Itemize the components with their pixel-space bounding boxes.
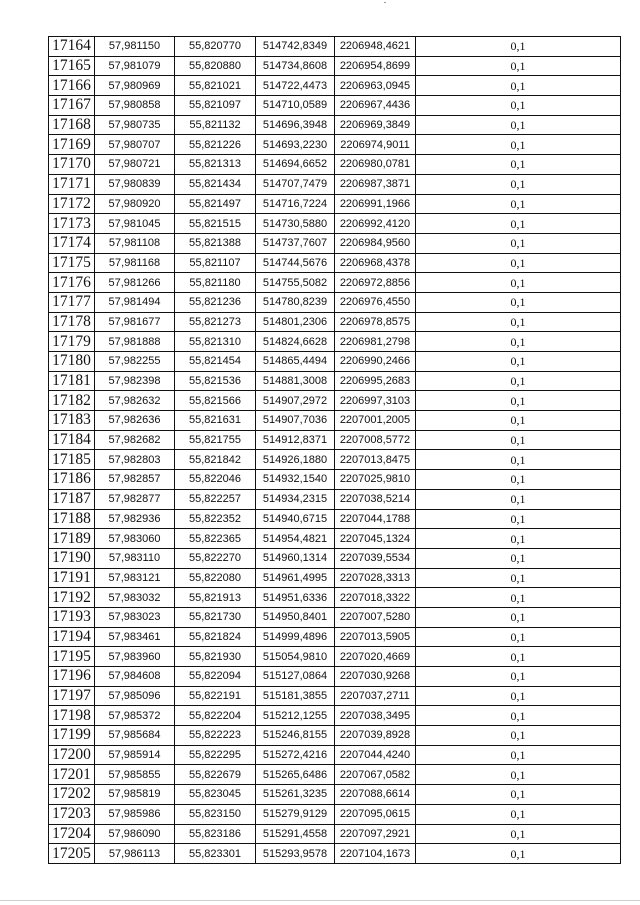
longitude-cell: 55,822223	[175, 726, 256, 746]
accuracy-cell: 0,1	[416, 450, 621, 470]
point-number: 17202	[49, 785, 95, 805]
accuracy-cell: 0,1	[416, 174, 621, 194]
latitude-cell: 57,985855	[95, 765, 175, 785]
table-row	[49, 96, 621, 116]
table-row	[49, 686, 621, 706]
x-coordinate-cell: 514961,4995	[256, 568, 335, 588]
longitude-cell: 55,821824	[175, 627, 256, 647]
x-coordinate-cell: 514737,7607	[256, 233, 335, 253]
y-coordinate-cell: 2207007,5280	[335, 607, 416, 627]
table-row	[49, 194, 621, 214]
longitude-cell: 55,821388	[175, 233, 256, 253]
point-number: 17182	[49, 391, 95, 411]
y-coordinate-cell: 2206991,1966	[335, 194, 416, 214]
y-coordinate-cell: 2206954,8699	[335, 56, 416, 76]
longitude-cell: 55,820770	[175, 37, 256, 57]
point-number: 17195	[49, 647, 95, 667]
latitude-cell: 57,983960	[95, 647, 175, 667]
x-coordinate-cell: 514734,8608	[256, 56, 335, 76]
longitude-cell: 55,822094	[175, 667, 256, 687]
table-row	[49, 489, 621, 509]
table-row	[49, 371, 621, 391]
table-row	[49, 548, 621, 568]
x-coordinate-cell: 515293,9578	[256, 844, 335, 864]
point-number: 17169	[49, 135, 95, 155]
point-number: 17191	[49, 568, 95, 588]
accuracy-cell: 0,1	[416, 706, 621, 726]
table-row	[49, 233, 621, 253]
y-coordinate-cell: 2206990,2466	[335, 352, 416, 372]
point-number: 17176	[49, 273, 95, 293]
accuracy-cell: 0,1	[416, 430, 621, 450]
point-number: 17189	[49, 529, 95, 549]
table-row	[49, 785, 621, 805]
x-coordinate-cell: 514722,4473	[256, 76, 335, 96]
x-coordinate-cell: 514707,7479	[256, 174, 335, 194]
longitude-cell: 55,822191	[175, 686, 256, 706]
latitude-cell: 57,985986	[95, 804, 175, 824]
y-coordinate-cell: 2207038,3495	[335, 706, 416, 726]
longitude-cell: 55,821566	[175, 391, 256, 411]
accuracy-cell: 0,1	[416, 391, 621, 411]
accuracy-cell: 0,1	[416, 588, 621, 608]
accuracy-cell: 0,1	[416, 745, 621, 765]
longitude-cell: 55,821226	[175, 135, 256, 155]
y-coordinate-cell: 2207028,3313	[335, 568, 416, 588]
point-number: 17205	[49, 844, 95, 864]
table-row	[49, 450, 621, 470]
point-number: 17165	[49, 56, 95, 76]
x-coordinate-cell: 514744,5676	[256, 253, 335, 273]
y-coordinate-cell: 2207018,3322	[335, 588, 416, 608]
table-row	[49, 56, 621, 76]
point-number: 17177	[49, 292, 95, 312]
table-row	[49, 332, 621, 352]
point-number: 17180	[49, 352, 95, 372]
y-coordinate-cell: 2207001,2005	[335, 411, 416, 431]
longitude-cell: 55,820880	[175, 56, 256, 76]
longitude-cell: 55,822365	[175, 529, 256, 549]
accuracy-cell: 0,1	[416, 647, 621, 667]
table-row	[49, 667, 621, 687]
latitude-cell: 57,981108	[95, 233, 175, 253]
latitude-cell: 57,982682	[95, 430, 175, 450]
y-coordinate-cell: 2207013,5905	[335, 627, 416, 647]
accuracy-cell: 0,1	[416, 509, 621, 529]
point-number: 17192	[49, 588, 95, 608]
point-number: 17174	[49, 233, 95, 253]
longitude-cell: 55,821273	[175, 312, 256, 332]
y-coordinate-cell: 2206997,3103	[335, 391, 416, 411]
accuracy-cell: 0,1	[416, 489, 621, 509]
accuracy-cell: 0,1	[416, 371, 621, 391]
accuracy-cell: 0,1	[416, 76, 621, 96]
accuracy-cell: 0,1	[416, 96, 621, 116]
x-coordinate-cell: 515272,4216	[256, 745, 335, 765]
x-coordinate-cell: 514934,2315	[256, 489, 335, 509]
x-coordinate-cell: 514950,8401	[256, 607, 335, 627]
page-bottom-edge	[0, 900, 640, 901]
table-row	[49, 804, 621, 824]
accuracy-cell: 0,1	[416, 37, 621, 57]
x-coordinate-cell: 515181,3855	[256, 686, 335, 706]
accuracy-cell: 0,1	[416, 726, 621, 746]
y-coordinate-cell: 2207013,8475	[335, 450, 416, 470]
point-number: 17190	[49, 548, 95, 568]
latitude-cell: 57,981494	[95, 292, 175, 312]
table-row	[49, 745, 621, 765]
latitude-cell: 57,981079	[95, 56, 175, 76]
x-coordinate-cell: 514926,1880	[256, 450, 335, 470]
longitude-cell: 55,823301	[175, 844, 256, 864]
accuracy-cell: 0,1	[416, 824, 621, 844]
x-coordinate-cell: 514716,7224	[256, 194, 335, 214]
x-coordinate-cell: 514710,0589	[256, 96, 335, 116]
point-number: 17200	[49, 745, 95, 765]
x-coordinate-cell: 514912,8371	[256, 430, 335, 450]
coordinate-table	[48, 36, 621, 864]
latitude-cell: 57,980969	[95, 76, 175, 96]
point-number: 17193	[49, 607, 95, 627]
accuracy-cell: 0,1	[416, 765, 621, 785]
y-coordinate-cell: 2207044,4240	[335, 745, 416, 765]
x-coordinate-cell: 514932,1540	[256, 470, 335, 490]
latitude-cell: 57,983110	[95, 548, 175, 568]
table-row	[49, 214, 621, 234]
latitude-cell: 57,980920	[95, 194, 175, 214]
longitude-cell: 55,821236	[175, 292, 256, 312]
y-coordinate-cell: 2207045,1324	[335, 529, 416, 549]
longitude-cell: 55,823186	[175, 824, 256, 844]
point-number: 17184	[49, 430, 95, 450]
longitude-cell: 55,821313	[175, 155, 256, 175]
point-number: 17203	[49, 804, 95, 824]
y-coordinate-cell: 2207020,4669	[335, 647, 416, 667]
y-coordinate-cell: 2206976,4550	[335, 292, 416, 312]
y-coordinate-cell: 2207095,0615	[335, 804, 416, 824]
x-coordinate-cell: 515054,9810	[256, 647, 335, 667]
latitude-cell: 57,985819	[95, 785, 175, 805]
y-coordinate-cell: 2207025,9810	[335, 470, 416, 490]
table-row	[49, 37, 621, 57]
table-row	[49, 607, 621, 627]
latitude-cell: 57,982877	[95, 489, 175, 509]
table-row	[49, 352, 621, 372]
table-row	[49, 135, 621, 155]
accuracy-cell: 0,1	[416, 332, 621, 352]
longitude-cell: 55,822270	[175, 548, 256, 568]
latitude-cell: 57,983032	[95, 588, 175, 608]
table-row	[49, 627, 621, 647]
latitude-cell: 57,983060	[95, 529, 175, 549]
table-row	[49, 411, 621, 431]
longitude-cell: 55,822080	[175, 568, 256, 588]
x-coordinate-cell: 515246,8155	[256, 726, 335, 746]
longitude-cell: 55,822046	[175, 470, 256, 490]
y-coordinate-cell: 2206978,8575	[335, 312, 416, 332]
table-row	[49, 115, 621, 135]
x-coordinate-cell: 514881,3008	[256, 371, 335, 391]
table-row	[49, 391, 621, 411]
y-coordinate-cell: 2207088,6614	[335, 785, 416, 805]
latitude-cell: 57,981045	[95, 214, 175, 234]
coordinate-table-body	[49, 37, 621, 864]
point-number: 17171	[49, 174, 95, 194]
point-number: 17194	[49, 627, 95, 647]
accuracy-cell: 0,1	[416, 233, 621, 253]
y-coordinate-cell: 2206987,3871	[335, 174, 416, 194]
latitude-cell: 57,983023	[95, 607, 175, 627]
y-coordinate-cell: 2207037,2711	[335, 686, 416, 706]
longitude-cell: 55,821434	[175, 174, 256, 194]
table-row	[49, 253, 621, 273]
table-row	[49, 588, 621, 608]
longitude-cell: 55,821730	[175, 607, 256, 627]
longitude-cell: 55,821107	[175, 253, 256, 273]
y-coordinate-cell: 2206969,3849	[335, 115, 416, 135]
latitude-cell: 57,982255	[95, 352, 175, 372]
longitude-cell: 55,821755	[175, 430, 256, 450]
table-row	[49, 529, 621, 549]
accuracy-cell: 0,1	[416, 214, 621, 234]
x-coordinate-cell: 514951,6336	[256, 588, 335, 608]
table-row	[49, 647, 621, 667]
table-row	[49, 765, 621, 785]
table-row	[49, 174, 621, 194]
x-coordinate-cell: 515291,4558	[256, 824, 335, 844]
longitude-cell: 55,821536	[175, 371, 256, 391]
longitude-cell: 55,821454	[175, 352, 256, 372]
accuracy-cell: 0,1	[416, 529, 621, 549]
point-number: 17175	[49, 253, 95, 273]
longitude-cell: 55,823150	[175, 804, 256, 824]
latitude-cell: 57,983121	[95, 568, 175, 588]
point-number: 17170	[49, 155, 95, 175]
point-number: 17183	[49, 411, 95, 431]
longitude-cell: 55,821180	[175, 273, 256, 293]
latitude-cell: 57,985914	[95, 745, 175, 765]
accuracy-cell: 0,1	[416, 273, 621, 293]
point-number: 17186	[49, 470, 95, 490]
y-coordinate-cell: 2206984,9560	[335, 233, 416, 253]
x-coordinate-cell: 515212,1255	[256, 706, 335, 726]
y-coordinate-cell: 2207104,1673	[335, 844, 416, 864]
point-number: 17172	[49, 194, 95, 214]
point-number: 17179	[49, 332, 95, 352]
point-number: 17196	[49, 667, 95, 687]
accuracy-cell: 0,1	[416, 667, 621, 687]
point-number: 17204	[49, 824, 95, 844]
latitude-cell: 57,982803	[95, 450, 175, 470]
longitude-cell: 55,823045	[175, 785, 256, 805]
x-coordinate-cell: 515265,6486	[256, 765, 335, 785]
latitude-cell: 57,984608	[95, 667, 175, 687]
longitude-cell: 55,821913	[175, 588, 256, 608]
latitude-cell: 57,982632	[95, 391, 175, 411]
table-row	[49, 312, 621, 332]
longitude-cell: 55,821930	[175, 647, 256, 667]
point-number: 17199	[49, 726, 95, 746]
longitude-cell: 55,821631	[175, 411, 256, 431]
latitude-cell: 57,986090	[95, 824, 175, 844]
x-coordinate-cell: 514954,4821	[256, 529, 335, 549]
y-coordinate-cell: 2206972,8856	[335, 273, 416, 293]
accuracy-cell: 0,1	[416, 686, 621, 706]
table-row	[49, 824, 621, 844]
longitude-cell: 55,822204	[175, 706, 256, 726]
longitude-cell: 55,821842	[175, 450, 256, 470]
accuracy-cell: 0,1	[416, 56, 621, 76]
longitude-cell: 55,822679	[175, 765, 256, 785]
table-row	[49, 430, 621, 450]
point-number: 17178	[49, 312, 95, 332]
table-row	[49, 726, 621, 746]
longitude-cell: 55,821310	[175, 332, 256, 352]
y-coordinate-cell: 2207044,1788	[335, 509, 416, 529]
latitude-cell: 57,981888	[95, 332, 175, 352]
y-coordinate-cell: 2206963,0945	[335, 76, 416, 96]
y-coordinate-cell: 2207039,8928	[335, 726, 416, 746]
x-coordinate-cell: 515127,0864	[256, 667, 335, 687]
point-number: 17181	[49, 371, 95, 391]
latitude-cell: 57,981150	[95, 37, 175, 57]
x-coordinate-cell: 514730,5880	[256, 214, 335, 234]
accuracy-cell: 0,1	[416, 627, 621, 647]
latitude-cell: 57,981677	[95, 312, 175, 332]
point-number: 17198	[49, 706, 95, 726]
table-row	[49, 76, 621, 96]
accuracy-cell: 0,1	[416, 411, 621, 431]
x-coordinate-cell: 514801,2306	[256, 312, 335, 332]
point-number: 17173	[49, 214, 95, 234]
accuracy-cell: 0,1	[416, 155, 621, 175]
point-number: 17166	[49, 76, 95, 96]
table-row	[49, 706, 621, 726]
table-row	[49, 155, 621, 175]
latitude-cell: 57,985684	[95, 726, 175, 746]
x-coordinate-cell: 514865,4494	[256, 352, 335, 372]
table-row	[49, 844, 621, 864]
longitude-cell: 55,822352	[175, 509, 256, 529]
accuracy-cell: 0,1	[416, 607, 621, 627]
longitude-cell: 55,821097	[175, 96, 256, 116]
longitude-cell: 55,822295	[175, 745, 256, 765]
longitude-cell: 55,822257	[175, 489, 256, 509]
accuracy-cell: 0,1	[416, 135, 621, 155]
table-row	[49, 273, 621, 293]
latitude-cell: 57,980839	[95, 174, 175, 194]
y-coordinate-cell: 2206995,2683	[335, 371, 416, 391]
latitude-cell: 57,982398	[95, 371, 175, 391]
accuracy-cell: 0,1	[416, 194, 621, 214]
y-coordinate-cell: 2207038,5214	[335, 489, 416, 509]
x-coordinate-cell: 514696,3948	[256, 115, 335, 135]
latitude-cell: 57,982936	[95, 509, 175, 529]
y-coordinate-cell: 2207030,9268	[335, 667, 416, 687]
accuracy-cell: 0,1	[416, 115, 621, 135]
longitude-cell: 55,821515	[175, 214, 256, 234]
x-coordinate-cell: 514694,6652	[256, 155, 335, 175]
point-number: 17187	[49, 489, 95, 509]
accuracy-cell: 0,1	[416, 352, 621, 372]
y-coordinate-cell: 2206948,4621	[335, 37, 416, 57]
x-coordinate-cell: 514693,2230	[256, 135, 335, 155]
accuracy-cell: 0,1	[416, 548, 621, 568]
latitude-cell: 57,982636	[95, 411, 175, 431]
latitude-cell: 57,985372	[95, 706, 175, 726]
point-number: 17164	[49, 37, 95, 57]
y-coordinate-cell: 2207067,0582	[335, 765, 416, 785]
latitude-cell: 57,986113	[95, 844, 175, 864]
x-coordinate-cell: 514940,6715	[256, 509, 335, 529]
table-row	[49, 470, 621, 490]
latitude-cell: 57,980721	[95, 155, 175, 175]
table-row	[49, 292, 621, 312]
table-row	[49, 568, 621, 588]
x-coordinate-cell: 515261,3235	[256, 785, 335, 805]
x-coordinate-cell: 514824,6628	[256, 332, 335, 352]
longitude-cell: 55,821021	[175, 76, 256, 96]
accuracy-cell: 0,1	[416, 470, 621, 490]
table-row	[49, 509, 621, 529]
accuracy-cell: 0,1	[416, 253, 621, 273]
point-number: 17168	[49, 115, 95, 135]
longitude-cell: 55,821497	[175, 194, 256, 214]
x-coordinate-cell: 514907,7036	[256, 411, 335, 431]
latitude-cell: 57,981266	[95, 273, 175, 293]
latitude-cell: 57,985096	[95, 686, 175, 706]
longitude-cell: 55,821132	[175, 115, 256, 135]
y-coordinate-cell: 2206981,2798	[335, 332, 416, 352]
y-coordinate-cell: 2207008,5772	[335, 430, 416, 450]
x-coordinate-cell: 514907,2972	[256, 391, 335, 411]
x-coordinate-cell: 514780,8239	[256, 292, 335, 312]
point-number: 17201	[49, 765, 95, 785]
x-coordinate-cell: 514999,4896	[256, 627, 335, 647]
latitude-cell: 57,980858	[95, 96, 175, 116]
accuracy-cell: 0,1	[416, 292, 621, 312]
latitude-cell: 57,981168	[95, 253, 175, 273]
x-coordinate-cell: 514755,5082	[256, 273, 335, 293]
accuracy-cell: 0,1	[416, 568, 621, 588]
latitude-cell: 57,980707	[95, 135, 175, 155]
y-coordinate-cell: 2207097,2921	[335, 824, 416, 844]
y-coordinate-cell: 2206992,4120	[335, 214, 416, 234]
y-coordinate-cell: 2206967,4436	[335, 96, 416, 116]
x-coordinate-cell: 515279,9129	[256, 804, 335, 824]
latitude-cell: 57,983461	[95, 627, 175, 647]
point-number: 17188	[49, 509, 95, 529]
x-coordinate-cell: 514960,1314	[256, 548, 335, 568]
x-coordinate-cell: 514742,8349	[256, 37, 335, 57]
accuracy-cell: 0,1	[416, 804, 621, 824]
point-number: 17167	[49, 96, 95, 116]
y-coordinate-cell: 2206980,0781	[335, 155, 416, 175]
latitude-cell: 57,980735	[95, 115, 175, 135]
point-number: 17185	[49, 450, 95, 470]
latitude-cell: 57,982857	[95, 470, 175, 490]
y-coordinate-cell: 2207039,5534	[335, 548, 416, 568]
accuracy-cell: 0,1	[416, 844, 621, 864]
y-coordinate-cell: 2206974,9011	[335, 135, 416, 155]
y-coordinate-cell: 2206968,4378	[335, 253, 416, 273]
point-number: 17197	[49, 686, 95, 706]
accuracy-cell: 0,1	[416, 785, 621, 805]
scan-artifact	[384, 2, 386, 3]
accuracy-cell: 0,1	[416, 312, 621, 332]
